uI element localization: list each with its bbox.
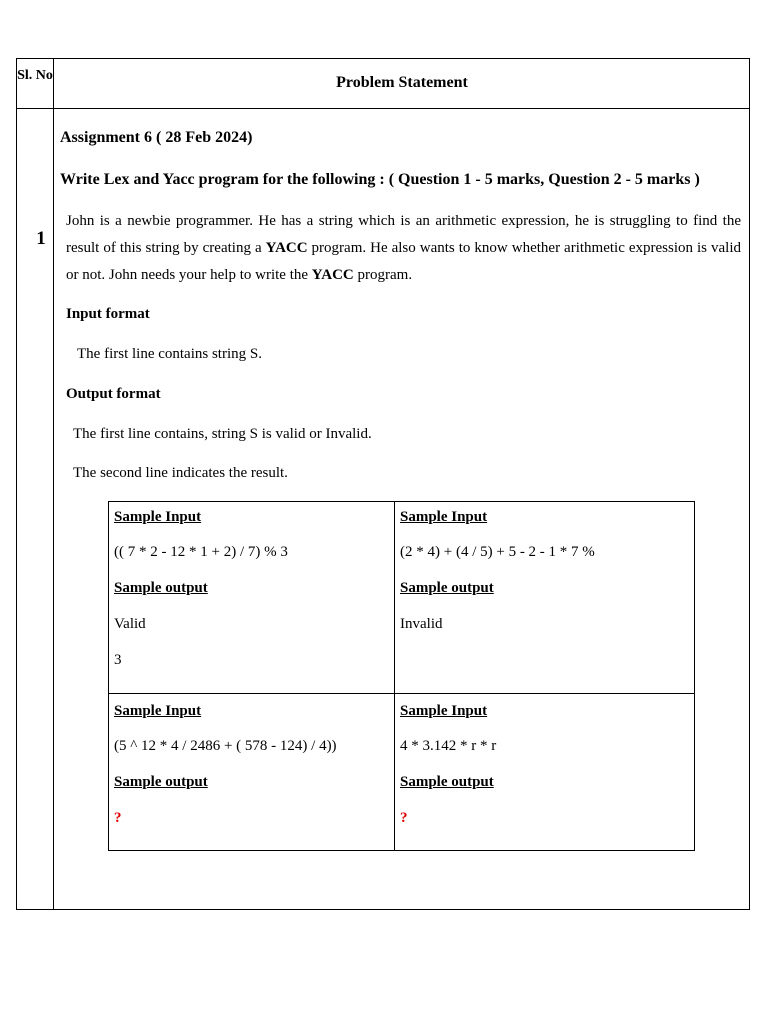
sample-input-label: Sample Input (114, 703, 202, 719)
sample-output-label: Sample output (114, 580, 208, 596)
paragraph-bold-yacc: YACC (265, 240, 308, 256)
paragraph-part1: John is a newbie programmer. He has a string which is an arithmetic expression, he is struggling to find the result of this string by creating a (66, 213, 741, 256)
problem-paragraph (66, 208, 741, 289)
samples-table (108, 501, 695, 851)
instruction-text: Write Lex and Yacc program for the following : ( Question 1 - 5 marks, Question 2 - 5 marks ) (60, 171, 700, 188)
output-format-line1: The first line contains, string S is valid or Invalid. (73, 426, 372, 442)
input-format-text: The first line contains string S. (77, 346, 262, 362)
sample-output-line: Valid (114, 616, 146, 632)
row-number: 1 (36, 228, 46, 249)
sample-input-label: Sample Input (400, 703, 488, 719)
sl-no-header: Sl. No (17, 68, 53, 83)
paragraph-part3: program. (353, 267, 413, 283)
output-format-line2: The second line indicates the result. (73, 465, 288, 481)
sample-input-value: (( 7 * 2 - 12 * 1 + 2) / 7) % 3 (114, 544, 288, 560)
sample-output-line: Invalid (400, 616, 443, 632)
sample-output-unknown: ? (114, 810, 122, 826)
column-divider (53, 59, 54, 909)
header-divider (17, 108, 749, 109)
paragraph-bold-yacc-2: YACC (311, 267, 354, 283)
paragraph-part2: program. He also wants to know whether arithmetic expression is valid or not. John needs your help to write the (66, 240, 742, 283)
input-format-label: Input format (66, 306, 150, 322)
sample-input-value: (2 * 4) + (4 / 5) + 5 - 2 - 1 * 7 % (400, 544, 595, 560)
sample-output-unknown: ? (400, 810, 408, 826)
sample-input-value: (5 ^ 12 * 4 / 2486 + ( 578 - 124) / 4)) (114, 738, 337, 754)
sample-output-label: Sample output (400, 580, 494, 596)
sample-input-label: Sample Input (400, 509, 488, 525)
assignment-title: Assignment 6 ( 28 Feb 2024) (60, 129, 253, 146)
problem-statement-header: Problem Statement (336, 74, 468, 91)
sample-input-value: 4 * 3.142 * r * r (400, 738, 497, 754)
sample-output-label: Sample output (400, 774, 494, 790)
samples-column-divider (394, 502, 395, 850)
sample-input-label: Sample Input (114, 509, 202, 525)
sample-output-line: 3 (114, 652, 122, 668)
samples-row-divider (109, 693, 694, 694)
sample-output-label: Sample output (114, 774, 208, 790)
output-format-label: Output format (66, 386, 161, 402)
